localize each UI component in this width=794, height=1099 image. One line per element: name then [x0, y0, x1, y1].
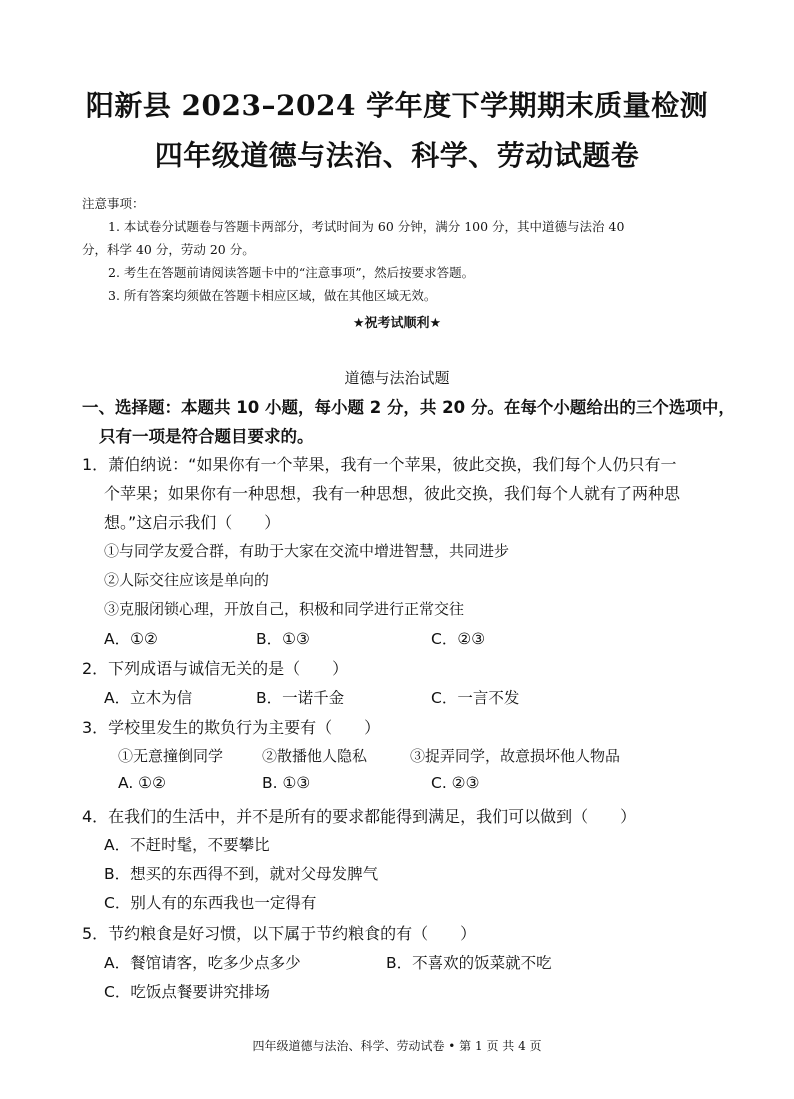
question-5-option-c: C．吃饭点餐要讲究排场 [104, 983, 270, 1001]
question-1-stem-line3: 想。”这启示我们（ ） [104, 513, 281, 532]
part-instructions: 一、选择题：本题共 10 小题，每小题 2 分，共 20 分。在每个小题给出的三个选项中， [82, 398, 735, 417]
question-3-option-c: C. ②③ [431, 774, 480, 792]
notice-item-1: 1. 本试卷分试题卷与答题卡两部分，考试时间为 60 分钟，满分 100 分，其中道德与法治 40 [108, 219, 625, 234]
question-2-option-c: C．一言不发 [431, 689, 520, 707]
question-1-option-b: B．①③ [256, 630, 310, 648]
question-1-stem-line2: 个苹果；如果你有一种思想，我有一种思想，彼此交换，我们每个人就有了两种思 [104, 484, 681, 503]
question-3-option-b: B. ①③ [262, 774, 311, 792]
question-1-statement-3: ③克服闭锁心理，开放自己，积极和同学进行正常交往 [104, 600, 465, 618]
question-5-option-b: B．不喜欢的饭菜就不吃 [386, 954, 552, 972]
question-2-option-b: B．一诺千金 [256, 689, 345, 707]
part-instructions-cont: 只有一项是符合题目要求的。 [99, 427, 314, 446]
question-1-option-c: C．②③ [431, 630, 486, 648]
question-2-option-a: A．立木为信 [104, 689, 193, 707]
question-5-stem: 5．节约粮食是好习惯，以下属于节约粮食的有（ ） [82, 924, 477, 943]
notice-item-2: 2. 考生在答题前请阅读答题卡中的“注意事项”，然后按要求答题。 [108, 265, 475, 280]
exam-title: 阳新县 2023–2024 学年度下学期期末质量检测 [85, 89, 709, 122]
question-3-statement-1: ①无意撞倒同学 [118, 747, 224, 765]
notice-item-3: 3. 所有答案均须做在答题卡相应区域，做在其他区域无效。 [108, 288, 437, 303]
question-3-option-a: A. ①② [118, 774, 166, 792]
question-4-stem: 4．在我们的生活中，并不是所有的要求都能得到满足，我们可以做到（ ） [82, 807, 637, 826]
page-footer: 四年级道德与法治、科学、劳动试卷 • 第 1 页 共 4 页 [252, 1039, 542, 1053]
question-3-stem: 3．学校里发生的欺负行为主要有（ ） [82, 718, 381, 737]
notice-item-1-cont: 分，科学 40 分，劳动 20 分。 [82, 242, 255, 257]
question-1-option-a: A．①② [104, 630, 158, 648]
question-1-stem: 1．萧伯纳说：“如果你有一个苹果，我有一个苹果，彼此交换，我们每个人仍只有一 [82, 455, 677, 474]
question-4-option-b: B．想买的东西得不到，就对父母发脾气 [104, 865, 379, 883]
question-4-option-c: C．别人有的东西我也一定得有 [104, 894, 317, 912]
question-4-option-a: A．不赶时髦，不要攀比 [104, 836, 270, 854]
exam-subtitle: 四年级道德与法治、科学、劳动试题卷 [154, 139, 640, 172]
notice-heading: 注意事项： [82, 196, 145, 211]
question-3-statement-2: ②散播他人隐私 [262, 747, 368, 765]
question-5-option-a: A．餐馆请客，吃多少点多少 [104, 954, 301, 972]
question-1-statement-1: ①与同学友爱合群，有助于大家在交流中增进智慧，共同进步 [104, 542, 510, 560]
good-luck-text: ★祝考试顺利★ [352, 316, 442, 331]
question-3-statement-3: ③捉弄同学，故意损坏他人物品 [410, 747, 621, 765]
question-2-stem: 2．下列成语与诚信无关的是（ ） [82, 659, 349, 678]
question-1-statement-2: ②人际交往应该是单向的 [104, 571, 270, 589]
section-title: 道德与法治试题 [344, 369, 450, 387]
